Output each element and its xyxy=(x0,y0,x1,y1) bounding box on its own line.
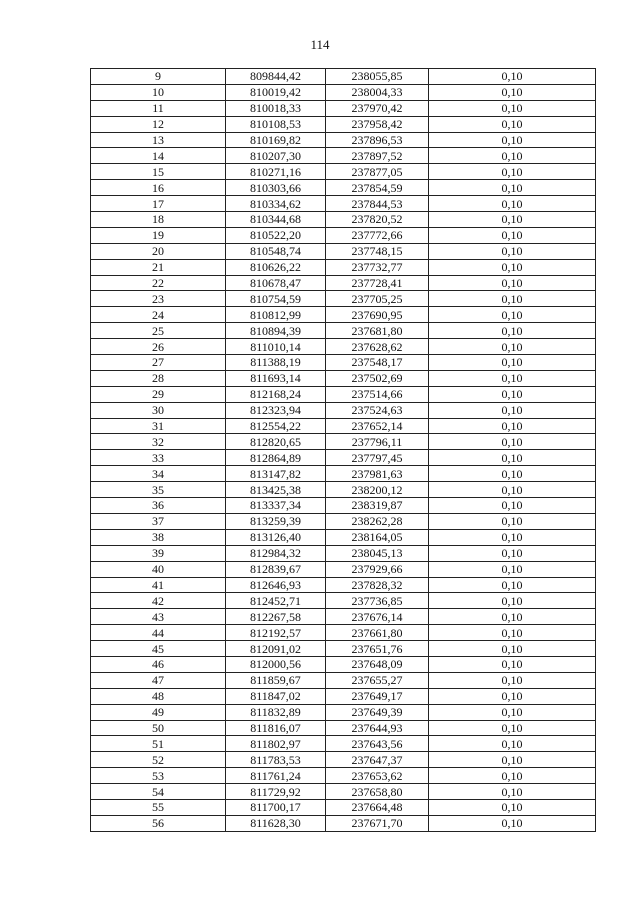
x-coordinate-cell: 811729,92 xyxy=(226,784,326,800)
accuracy-cell: 0,10 xyxy=(429,672,596,688)
table-row xyxy=(91,736,596,752)
point-number-cell: 43 xyxy=(91,609,226,625)
point-number-cell: 31 xyxy=(91,418,226,434)
x-coordinate-cell: 810626,22 xyxy=(226,259,326,275)
point-number-cell: 54 xyxy=(91,784,226,800)
y-coordinate-cell: 237854,59 xyxy=(326,180,429,196)
accuracy-cell: 0,10 xyxy=(429,84,596,100)
table-row xyxy=(91,799,596,815)
point-number-cell: 17 xyxy=(91,196,226,212)
x-coordinate-cell: 811816,07 xyxy=(226,720,326,736)
accuracy-cell: 0,10 xyxy=(429,720,596,736)
x-coordinate-cell: 811761,24 xyxy=(226,768,326,784)
y-coordinate-cell: 237681,80 xyxy=(326,323,429,339)
point-number-cell: 22 xyxy=(91,275,226,291)
x-coordinate-cell: 812452,71 xyxy=(226,593,326,609)
table-row xyxy=(91,656,596,672)
table-row xyxy=(91,69,596,85)
x-coordinate-cell: 812267,58 xyxy=(226,609,326,625)
point-number-cell: 16 xyxy=(91,180,226,196)
accuracy-cell: 0,10 xyxy=(429,784,596,800)
point-number-cell: 53 xyxy=(91,768,226,784)
y-coordinate-cell: 237796,11 xyxy=(326,434,429,450)
accuracy-cell: 0,10 xyxy=(429,370,596,386)
table-row xyxy=(91,307,596,323)
table-row xyxy=(91,450,596,466)
point-number-cell: 56 xyxy=(91,815,226,831)
y-coordinate-cell: 237981,63 xyxy=(326,466,429,482)
point-number-cell: 55 xyxy=(91,799,226,815)
x-coordinate-cell: 812091,02 xyxy=(226,641,326,657)
point-number-cell: 25 xyxy=(91,323,226,339)
accuracy-cell: 0,10 xyxy=(429,291,596,307)
table-row xyxy=(91,704,596,720)
point-number-cell: 41 xyxy=(91,577,226,593)
table-row xyxy=(91,513,596,529)
x-coordinate-cell: 812323,94 xyxy=(226,402,326,418)
y-coordinate-cell: 237628,62 xyxy=(326,339,429,355)
point-number-cell: 36 xyxy=(91,498,226,514)
x-coordinate-cell: 810018,33 xyxy=(226,100,326,116)
y-coordinate-cell: 237705,25 xyxy=(326,291,429,307)
x-coordinate-cell: 810207,30 xyxy=(226,148,326,164)
accuracy-cell: 0,10 xyxy=(429,513,596,529)
y-coordinate-cell: 237652,14 xyxy=(326,418,429,434)
y-coordinate-cell: 237524,63 xyxy=(326,402,429,418)
y-coordinate-cell: 238262,28 xyxy=(326,513,429,529)
accuracy-cell: 0,10 xyxy=(429,545,596,561)
y-coordinate-cell: 237958,42 xyxy=(326,116,429,132)
table-row xyxy=(91,641,596,657)
y-coordinate-cell: 237732,77 xyxy=(326,259,429,275)
accuracy-cell: 0,10 xyxy=(429,132,596,148)
x-coordinate-cell: 812864,89 xyxy=(226,450,326,466)
accuracy-cell: 0,10 xyxy=(429,339,596,355)
table-row xyxy=(91,339,596,355)
accuracy-cell: 0,10 xyxy=(429,180,596,196)
point-number-cell: 50 xyxy=(91,720,226,736)
y-coordinate-cell: 237797,45 xyxy=(326,450,429,466)
y-coordinate-cell: 238045,13 xyxy=(326,545,429,561)
x-coordinate-cell: 811859,67 xyxy=(226,672,326,688)
table-row xyxy=(91,561,596,577)
y-coordinate-cell: 237844,53 xyxy=(326,196,429,212)
x-coordinate-cell: 811700,17 xyxy=(226,799,326,815)
x-coordinate-cell: 811010,14 xyxy=(226,339,326,355)
table-row xyxy=(91,815,596,831)
table-row xyxy=(91,752,596,768)
point-number-cell: 51 xyxy=(91,736,226,752)
table-row xyxy=(91,84,596,100)
x-coordinate-cell: 813126,40 xyxy=(226,529,326,545)
point-number-cell: 29 xyxy=(91,386,226,402)
x-coordinate-cell: 813259,39 xyxy=(226,513,326,529)
accuracy-cell: 0,10 xyxy=(429,466,596,482)
x-coordinate-cell: 810678,47 xyxy=(226,275,326,291)
accuracy-cell: 0,10 xyxy=(429,307,596,323)
x-coordinate-cell: 810522,20 xyxy=(226,227,326,243)
table-row xyxy=(91,609,596,625)
accuracy-cell: 0,10 xyxy=(429,164,596,180)
table-row xyxy=(91,784,596,800)
point-number-cell: 18 xyxy=(91,212,226,228)
accuracy-cell: 0,10 xyxy=(429,275,596,291)
accuracy-cell: 0,10 xyxy=(429,386,596,402)
table-row xyxy=(91,545,596,561)
accuracy-cell: 0,10 xyxy=(429,641,596,657)
accuracy-cell: 0,10 xyxy=(429,418,596,434)
x-coordinate-cell: 811693,14 xyxy=(226,370,326,386)
table-row xyxy=(91,148,596,164)
table-row xyxy=(91,768,596,784)
accuracy-cell: 0,10 xyxy=(429,434,596,450)
point-number-cell: 40 xyxy=(91,561,226,577)
x-coordinate-cell: 811847,02 xyxy=(226,688,326,704)
y-coordinate-cell: 237736,85 xyxy=(326,593,429,609)
table-row xyxy=(91,418,596,434)
coordinates-table xyxy=(90,68,596,832)
point-number-cell: 37 xyxy=(91,513,226,529)
point-number-cell: 42 xyxy=(91,593,226,609)
x-coordinate-cell: 812168,24 xyxy=(226,386,326,402)
x-coordinate-cell: 812192,57 xyxy=(226,625,326,641)
accuracy-cell: 0,10 xyxy=(429,529,596,545)
point-number-cell: 33 xyxy=(91,450,226,466)
x-coordinate-cell: 810334,62 xyxy=(226,196,326,212)
accuracy-cell: 0,10 xyxy=(429,736,596,752)
y-coordinate-cell: 237658,80 xyxy=(326,784,429,800)
x-coordinate-cell: 810548,74 xyxy=(226,243,326,259)
table-row xyxy=(91,593,596,609)
y-coordinate-cell: 237828,32 xyxy=(326,577,429,593)
table-row xyxy=(91,402,596,418)
y-coordinate-cell: 237643,56 xyxy=(326,736,429,752)
y-coordinate-cell: 238200,12 xyxy=(326,482,429,498)
table-row xyxy=(91,386,596,402)
accuracy-cell: 0,10 xyxy=(429,69,596,85)
table-row xyxy=(91,355,596,371)
table-row xyxy=(91,482,596,498)
y-coordinate-cell: 238319,87 xyxy=(326,498,429,514)
point-number-cell: 21 xyxy=(91,259,226,275)
y-coordinate-cell: 238164,05 xyxy=(326,529,429,545)
table-row xyxy=(91,466,596,482)
x-coordinate-cell: 810169,82 xyxy=(226,132,326,148)
x-coordinate-cell: 812646,93 xyxy=(226,577,326,593)
table-row xyxy=(91,625,596,641)
accuracy-cell: 0,10 xyxy=(429,148,596,164)
point-number-cell: 14 xyxy=(91,148,226,164)
accuracy-cell: 0,10 xyxy=(429,704,596,720)
y-coordinate-cell: 237877,05 xyxy=(326,164,429,180)
x-coordinate-cell: 810303,66 xyxy=(226,180,326,196)
accuracy-cell: 0,10 xyxy=(429,355,596,371)
table-row xyxy=(91,132,596,148)
accuracy-cell: 0,10 xyxy=(429,116,596,132)
point-number-cell: 26 xyxy=(91,339,226,355)
table-row xyxy=(91,434,596,450)
y-coordinate-cell: 237502,69 xyxy=(326,370,429,386)
y-coordinate-cell: 237728,41 xyxy=(326,275,429,291)
point-number-cell: 27 xyxy=(91,355,226,371)
x-coordinate-cell: 811628,30 xyxy=(226,815,326,831)
y-coordinate-cell: 237929,66 xyxy=(326,561,429,577)
point-number-cell: 10 xyxy=(91,84,226,100)
x-coordinate-cell: 810812,99 xyxy=(226,307,326,323)
x-coordinate-cell: 812554,22 xyxy=(226,418,326,434)
point-number-cell: 19 xyxy=(91,227,226,243)
accuracy-cell: 0,10 xyxy=(429,450,596,466)
y-coordinate-cell: 238055,85 xyxy=(326,69,429,85)
table-row xyxy=(91,529,596,545)
table-row xyxy=(91,180,596,196)
point-number-cell: 35 xyxy=(91,482,226,498)
x-coordinate-cell: 811783,53 xyxy=(226,752,326,768)
y-coordinate-cell: 237548,17 xyxy=(326,355,429,371)
table-row xyxy=(91,100,596,116)
x-coordinate-cell: 810894,39 xyxy=(226,323,326,339)
point-number-cell: 24 xyxy=(91,307,226,323)
table-row xyxy=(91,370,596,386)
accuracy-cell: 0,10 xyxy=(429,593,596,609)
point-number-cell: 23 xyxy=(91,291,226,307)
point-number-cell: 52 xyxy=(91,752,226,768)
table-row xyxy=(91,672,596,688)
x-coordinate-cell: 810108,53 xyxy=(226,116,326,132)
point-number-cell: 32 xyxy=(91,434,226,450)
table-row xyxy=(91,196,596,212)
point-number-cell: 45 xyxy=(91,641,226,657)
accuracy-cell: 0,10 xyxy=(429,498,596,514)
x-coordinate-cell: 810344,68 xyxy=(226,212,326,228)
point-number-cell: 34 xyxy=(91,466,226,482)
point-number-cell: 13 xyxy=(91,132,226,148)
point-number-cell: 49 xyxy=(91,704,226,720)
table-row xyxy=(91,323,596,339)
y-coordinate-cell: 237970,42 xyxy=(326,100,429,116)
accuracy-cell: 0,10 xyxy=(429,259,596,275)
x-coordinate-cell: 812000,56 xyxy=(226,656,326,672)
accuracy-cell: 0,10 xyxy=(429,815,596,831)
accuracy-cell: 0,10 xyxy=(429,100,596,116)
y-coordinate-cell: 237671,70 xyxy=(326,815,429,831)
x-coordinate-cell: 813425,38 xyxy=(226,482,326,498)
page-number: 114 xyxy=(310,37,330,52)
y-coordinate-cell: 237514,66 xyxy=(326,386,429,402)
y-coordinate-cell: 237772,66 xyxy=(326,227,429,243)
table-row xyxy=(91,577,596,593)
y-coordinate-cell: 237820,52 xyxy=(326,212,429,228)
accuracy-cell: 0,10 xyxy=(429,402,596,418)
accuracy-cell: 0,10 xyxy=(429,799,596,815)
y-coordinate-cell: 238004,33 xyxy=(326,84,429,100)
table-row xyxy=(91,259,596,275)
accuracy-cell: 0,10 xyxy=(429,561,596,577)
accuracy-cell: 0,10 xyxy=(429,482,596,498)
y-coordinate-cell: 237661,80 xyxy=(326,625,429,641)
y-coordinate-cell: 237676,14 xyxy=(326,609,429,625)
x-coordinate-cell: 810019,42 xyxy=(226,84,326,100)
accuracy-cell: 0,10 xyxy=(429,196,596,212)
accuracy-cell: 0,10 xyxy=(429,227,596,243)
point-number-cell: 20 xyxy=(91,243,226,259)
point-number-cell: 47 xyxy=(91,672,226,688)
accuracy-cell: 0,10 xyxy=(429,625,596,641)
accuracy-cell: 0,10 xyxy=(429,768,596,784)
y-coordinate-cell: 237690,95 xyxy=(326,307,429,323)
table-row xyxy=(91,212,596,228)
x-coordinate-cell: 811802,97 xyxy=(226,736,326,752)
x-coordinate-cell: 811388,19 xyxy=(226,355,326,371)
x-coordinate-cell: 809844,42 xyxy=(226,69,326,85)
accuracy-cell: 0,10 xyxy=(429,609,596,625)
accuracy-cell: 0,10 xyxy=(429,323,596,339)
table-row xyxy=(91,243,596,259)
y-coordinate-cell: 237647,37 xyxy=(326,752,429,768)
table-body xyxy=(91,69,596,832)
y-coordinate-cell: 237655,27 xyxy=(326,672,429,688)
y-coordinate-cell: 237897,52 xyxy=(326,148,429,164)
y-coordinate-cell: 237896,53 xyxy=(326,132,429,148)
table-row xyxy=(91,116,596,132)
y-coordinate-cell: 237644,93 xyxy=(326,720,429,736)
point-number-cell: 12 xyxy=(91,116,226,132)
table-row xyxy=(91,164,596,180)
y-coordinate-cell: 237748,15 xyxy=(326,243,429,259)
y-coordinate-cell: 237664,48 xyxy=(326,799,429,815)
point-number-cell: 48 xyxy=(91,688,226,704)
y-coordinate-cell: 237648,09 xyxy=(326,656,429,672)
point-number-cell: 39 xyxy=(91,545,226,561)
x-coordinate-cell: 812984,32 xyxy=(226,545,326,561)
accuracy-cell: 0,10 xyxy=(429,577,596,593)
table-row xyxy=(91,291,596,307)
point-number-cell: 38 xyxy=(91,529,226,545)
table-row xyxy=(91,720,596,736)
x-coordinate-cell: 810754,59 xyxy=(226,291,326,307)
x-coordinate-cell: 810271,16 xyxy=(226,164,326,180)
point-number-cell: 11 xyxy=(91,100,226,116)
table-row xyxy=(91,688,596,704)
point-number-cell: 46 xyxy=(91,656,226,672)
x-coordinate-cell: 813147,82 xyxy=(226,466,326,482)
point-number-cell: 15 xyxy=(91,164,226,180)
table-row xyxy=(91,227,596,243)
x-coordinate-cell: 811832,89 xyxy=(226,704,326,720)
accuracy-cell: 0,10 xyxy=(429,656,596,672)
y-coordinate-cell: 237651,76 xyxy=(326,641,429,657)
x-coordinate-cell: 812820,65 xyxy=(226,434,326,450)
accuracy-cell: 0,10 xyxy=(429,243,596,259)
point-number-cell: 30 xyxy=(91,402,226,418)
x-coordinate-cell: 813337,34 xyxy=(226,498,326,514)
table-row xyxy=(91,498,596,514)
y-coordinate-cell: 237649,17 xyxy=(326,688,429,704)
x-coordinate-cell: 812839,67 xyxy=(226,561,326,577)
point-number-cell: 44 xyxy=(91,625,226,641)
y-coordinate-cell: 237649,39 xyxy=(326,704,429,720)
accuracy-cell: 0,10 xyxy=(429,688,596,704)
table-row xyxy=(91,275,596,291)
point-number-cell: 28 xyxy=(91,370,226,386)
y-coordinate-cell: 237653,62 xyxy=(326,768,429,784)
accuracy-cell: 0,10 xyxy=(429,212,596,228)
accuracy-cell: 0,10 xyxy=(429,752,596,768)
point-number-cell: 9 xyxy=(91,69,226,85)
